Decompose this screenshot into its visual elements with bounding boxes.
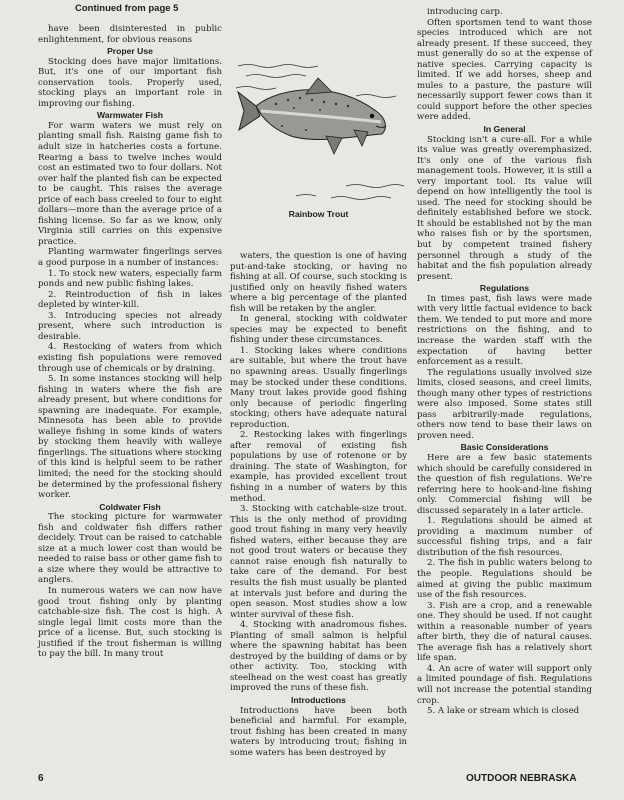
paragraph: 1. Regulations should be aimed at providing a maximum number of successful fishing trips, and a fair distribution of the fish resources. (417, 516, 592, 558)
section-heading: Proper Use (107, 46, 153, 57)
paragraph: Introductions have been both beneficial and harmful. For example, trout fishing has been created in many waters by introducing trout; fishing in some waters has been destroyed by (230, 705, 407, 758)
section-heading: Basic Considerations (460, 442, 549, 453)
paragraph: In general, stocking with coldwater species may be expected to benefit fishing under these circumstances. (230, 314, 407, 346)
paragraph: 4. Restocking of waters from which existing fish populations were removed through use of chemicals or by draining. (38, 342, 222, 374)
paragraph: In times past, fish laws were made with very little factual evidence to back them. We tended to put more and more restrictions on the fishing, and to increase the warden staff with the expectation of having better enforcement as a result. (417, 293, 592, 368)
paragraph: Stocking does have major limitations. But, it's one of our important fish conservation tools. Properly used, stocking plays an important role in improving our fishing. (38, 56, 222, 109)
paragraph: Here are a few basic statements which should be carefully considered in the question of fish regulations. We're referring here to hook-and-line fishing only. Commercial fishing will be discussed separately in a later article. (417, 452, 592, 516)
column-1 (38, 24, 222, 660)
paragraph: 4. Stocking with anadromous fishes. Planting of small salmon is helpful where the spawning habitat has been destroyed by the building of dams or by other activity. Too, stocking with steelhead on the west coast has greatly improved the runs of these fish. (230, 620, 407, 694)
section-heading: Introductions (291, 694, 346, 705)
paragraph: For warm waters we must rely on planting small fish. Raising game fish to adult size in hatcheries costs a fortune. Rearing a bass to twelve inches would cost an estimated two to four dollars. Not over half the planted fish can be expected to be caught. This raises the average price of each bass creeled to four to eight dollars—more than the average price of a fishing license. So far as we know, only Virginia still carries on this expensive practice. (38, 120, 222, 247)
column-2 (230, 251, 407, 758)
section-heading: In General (483, 124, 526, 135)
paragraph: 3. Introducing species not already present, where such introduction is desirable. (38, 310, 222, 342)
page-number: 6 (38, 773, 44, 784)
paragraph: The regulations usually involved size limits, closed seasons, and creel limits, though many other types of restrictions were also imposed. Some states still pass arbitrarily-made regulations, others now tend to base their laws on proven need. (417, 367, 592, 441)
paragraph: 3. Fish are a crop, and a renewable one. They should be used. If not caught within a reasonable number of years after birth, they die of natural causes. The average fish has a relatively short life span. (417, 600, 592, 664)
paragraph: Planting warmwater fingerlings serves a good purpose in a number of instances: (38, 247, 222, 269)
column-3 (417, 7, 592, 717)
paragraph: 1. To stock new waters, especially farm ponds and new public fishing lakes. (38, 268, 222, 290)
section-heading: Warmwater Fish (96, 110, 164, 121)
continued-header: Continued from page 5 (75, 3, 179, 14)
paragraph: waters, the question is one of having put-and-take stocking, or having no fishing at all. Of course, such stocking is justified only on heavily fished waters where a big percentage of the planted fish will be retaken by the angler. (230, 251, 407, 314)
trout-body (238, 78, 386, 154)
paragraph: 5. A lake or stream which is closed (427, 706, 580, 717)
paragraph: The stocking picture for warmwater fish and coldwater fish differs rather decidely. Trout can be raised to catchable size at a much lower cost than would be needed to raise bass or other game fish to a size where they would be attractive to anglers. (38, 512, 222, 586)
paragraph: Often sportsmen tend to want those species introduced which are not already present. If these succeed, they must generally do so at the expense of native species. Carrying capacity is limited. If we add horses, sheep and mules to a pasture, the pasture will necessarily support fewer cows than it could support before the other species were added. (417, 17, 592, 123)
paragraph: 1. Stocking lakes where conditions are suitable, but where the trout have no spawning areas. Usually fingerlings may be stocked under these conditions. Many trout lakes provide good fishing only because of periodic fingerling stocking; others have adequate natural reproduction. (230, 345, 407, 430)
paragraph: have been disinterested in public enlightenment, for obvious reasons (38, 24, 222, 45)
paragraph: 2. Restocking lakes with fingerlings after removal of existing fish populations by use of rotenone or by draining. The state of Washington, for example, has provided excellent trout fishing in a number of waters by this method. (230, 430, 407, 504)
rainbow-trout-illustration (236, 56, 406, 216)
figure-caption: Rainbow Trout (288, 209, 349, 219)
paragraph: 2. The fish in public waters belong to the people. Regulations should be aimed at giving the public maximum use of the fish resources. (417, 558, 592, 601)
paragraph: introducing carp. (427, 7, 503, 17)
magazine-name: OUTDOOR NEBRASKA (466, 773, 577, 784)
section-heading: Regulations (479, 283, 530, 294)
paragraph: 2. Reintroduction of fish in lakes depleted by winter-kill. (38, 289, 222, 311)
paragraph: In numerous waters we can now have good trout fishing only by planting catchable-size fish. The cost is high. A single legal limit costs more than the price of a license. But, such stocking is justified if the trout fisherman is willing to pay the bill. In many trout (38, 585, 222, 660)
paragraph: 4. An acre of water will support only a limited poundage of fish. Regulations will not increase the potential standing crop. (417, 663, 592, 706)
trout-drawing (236, 56, 406, 206)
paragraph: Stocking isn't a cure-all. For a while its value was greatly overemphasized. It's only one of the various fish management tools. However, it is still a very important tool. Its value will depend on how intelligently the tool is used. The need for stocking should be definitely established before we stock. It should be established not by the man who raises fish or by the sportsmen, but by competent trained fishery personnel through a study of the habitat and the fish population already present. (417, 134, 592, 282)
section-heading: Coldwater Fish (99, 501, 161, 512)
paragraph: 3. Stocking with catchable-size trout. This is the only method of providing good trout fishing in many very heavily fished waters, either because they are not good trout waters or because they cannot raise enough fish naturally to take care of the demand. For best results the fish must usually be planted at intervals just before and during the open season. Most studies show a low winter survival of these fish. (230, 504, 407, 620)
paragraph: 5. In some instances stocking will help fishing in waters where the fish are already present, but where conditions for spawning are inadequate. For example, Minnesota has been able to provide walleye fishing in some kinds of waters by stocking them heavily with walleye fingerlings. The situations where stocking of this kind is helpful seem to be rather limited; the need for the stocking should be determined by the professional fishery worker. (38, 374, 222, 501)
